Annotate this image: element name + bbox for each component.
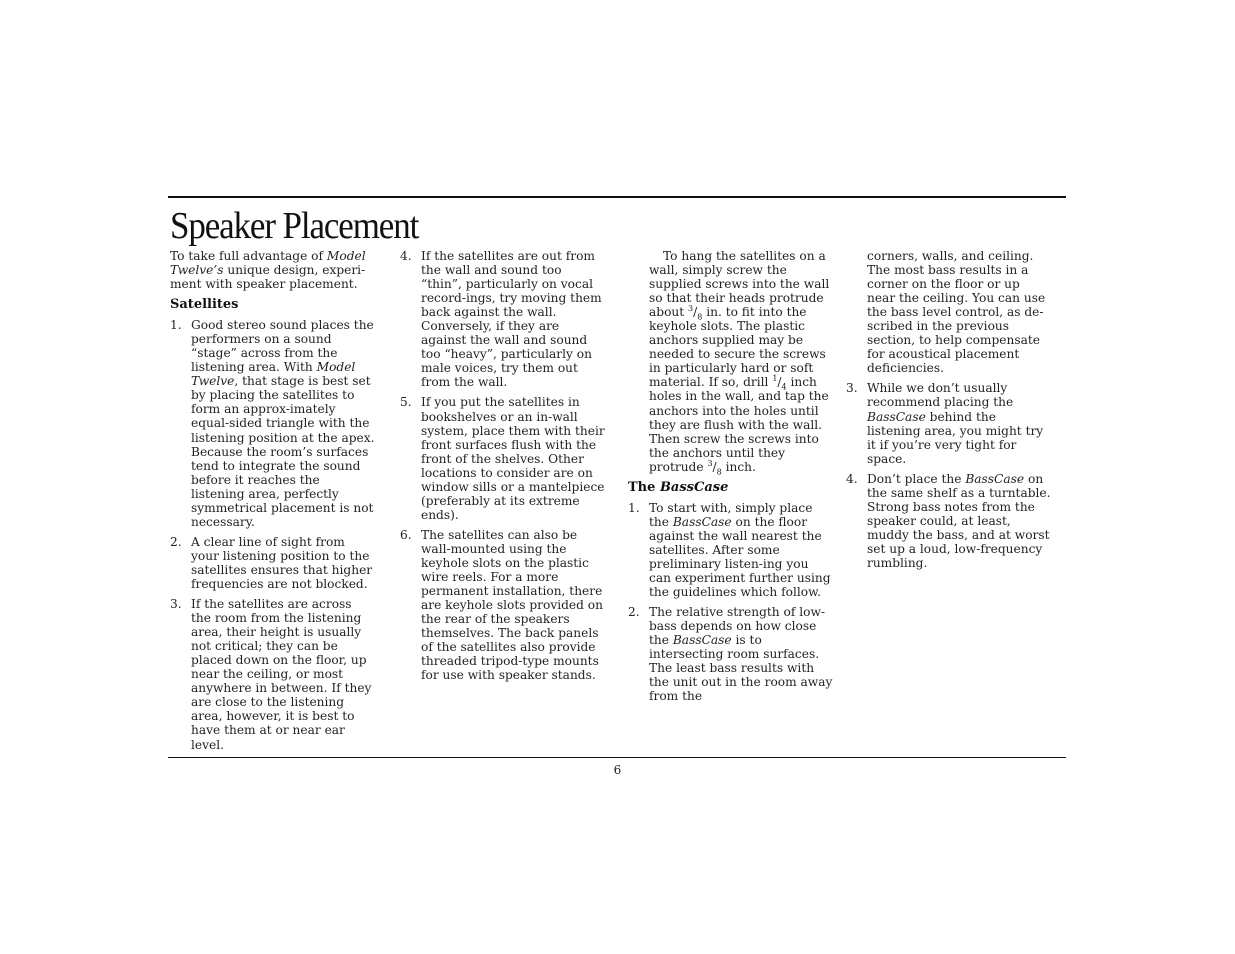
list-item: 2. A clear line of sight from your listening position to the satellites ensures that higher frequencies are not blocked. [170,534,373,591]
column-4 [846,249,1051,576]
list-item: 1. Good stereo sound places the performers on a sound “stage” across from the listening area. With Model Twelve, that stage is best set by placing the satellites to form an approx-imately equal-sided triangle with the listening position at the apex. Because the room’s surfaces tend to integrate the sound before it reaches the listening area, perfectly symmetrical placement is not necessary. [170,318,375,529]
basscase-list-continued [846,381,1051,570]
page-number: 6 [613,763,622,777]
page-title: Speaker Placement [170,205,419,247]
basscase-list [628,501,833,704]
hanging-paragraph: To hang the satellites on a wall, simply screw the supplied screws into the wall so that their heads protrude about $^3/_8$ in. to fit into the keyhole slots. The plastic anchors supplied may be needed to secure the screws in particularly hard or soft material. If so, drill $^1/_4$ inch holes in the wall, and tap the anchors into the holes until they are flush with the wall. Then screw the screws into the anchors until they protrude $^3/_8$ inch. [649,249,830,477]
bottom-rule [168,757,1066,758]
basscase-item2-continued: corners, walls, and ceiling. The most bass results in a corner on the floor or up near the ceiling. You can use the bass level control, as de-scribed in the previous section, to help compensate for acoustical placement deficiencies. [867,249,1046,376]
list-item: 1. To start with, simply place the BassCase on the floor against the wall nearest the satellites. After some preliminary listen-ing you can experiment further using the guidelines which follow. [628,500,831,600]
list-item: 3. While we don’t usually recommend placing the BassCase behind the listening area, you might try it if you’re very tight for space. [846,381,1044,466]
list-item: 4. If the satellites are out from the wall and sound too “thin”, particularly on vocal record-ings, try moving them back against the wall. Conversely, if they are against the wall and sound too “heavy”, particularly on male voices, try them out from the wall. [400,249,602,390]
basscase-heading: The BassCase [628,479,729,495]
column-3 [628,249,833,709]
list-item: 5. If you put the satellites in bookshelves or an in-wall system, place them with their front surfaces flush with the front of the shelves. Other locations to consider are on window sills or a mantelpiece (preferably at its extreme ends). [400,395,605,522]
list-item: 6. The satellites can also be wall-mounted using the keyhole slots on the plastic wire reels. For a more permanent installation, there are keyhole slots provided on the rear of the speakers themselves. The back panels of the satellites also provide threaded tripod-type mounts for use with speaker stands. [400,527,603,683]
column-1 [170,249,375,758]
list-item: 4. Don’t place the BassCase on the same shelf as a turntable. Strong bass notes from the speaker could, at least, muddy the bass, and at worst set up a loud, low-frequency rumbling. [846,471,1051,570]
satellites-list-continued [400,249,605,682]
list-item: 2. The relative strength of low-bass depends on how close the BassCase is to intersecting room surfaces. The least bass results with the unit out in the room away from the [628,605,833,704]
satellites-list [170,318,375,751]
intro-paragraph: To take full advantage of Model Twelve’s unique design, experi-ment with speaker placement. [170,249,366,292]
satellites-heading: Satellites [170,297,239,313]
top-rule [168,196,1066,198]
list-item: 3. If the satellites are across the room from the listening area, their height is usually not critical; they can be placed down on the floor, up near the ceiling, or most anywhere in between. If they are close to the listening area, however, it is best to have them at or near ear level. [170,597,372,752]
column-2 [400,249,605,688]
